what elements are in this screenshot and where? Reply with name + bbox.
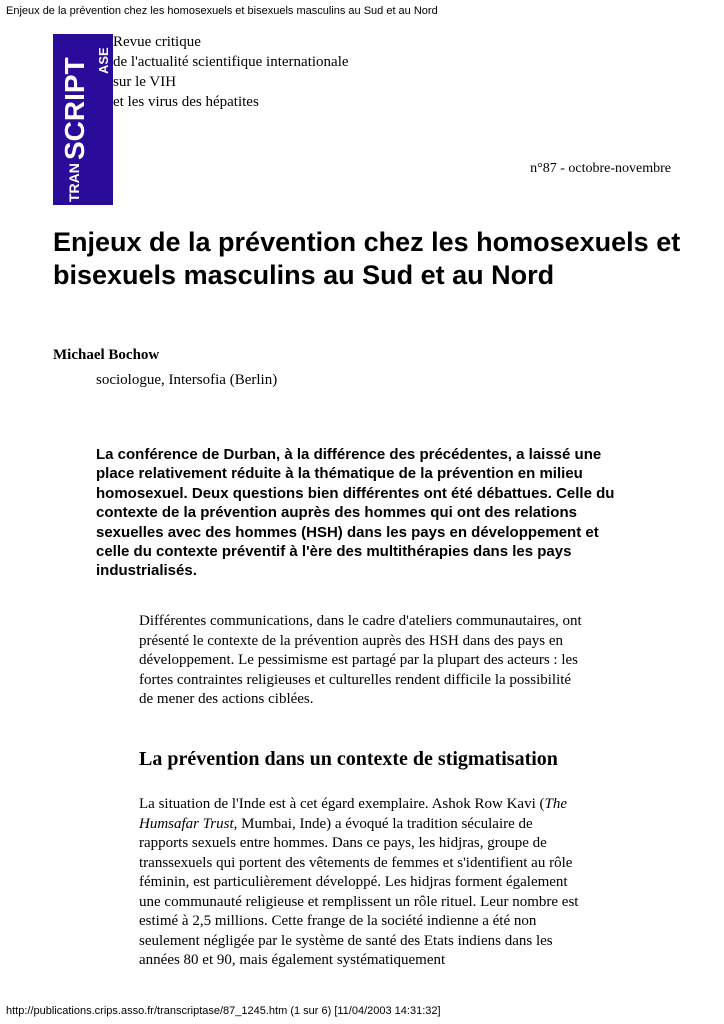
article-title: Enjeux de la prévention chez les homosexuels et bisexuels masculins au Sud et au Nord [53, 227, 681, 290]
logo-graphic [53, 34, 113, 205]
logo-text-tran: TRAN [66, 163, 82, 202]
print-header: Enjeux de la prévention chez les homosexuels et bisexuels masculins au Sud et au Nord [6, 5, 438, 17]
section-paragraph [139, 795, 585, 971]
section-text-before: La situation de l'Inde est à cet égard exemplaire. Ashok Row Kavi ( [139, 796, 545, 812]
masthead-line: et les virus des hépatites [113, 94, 259, 110]
logo-text-script: SCRIPT [59, 57, 90, 160]
author-affiliation: sociologue, Intersofia (Berlin) [96, 372, 278, 388]
intro-paragraph: Différentes communications, dans le cadre d'ateliers communautaires, ont présenté le contexte de la prévention auprès des HSH dans des pays en développement. Le pessimisme est partagé par la plupart des acteurs : les fortes contraintes religieuses et culturelles rendent difficile la possibilité de mener des actions ciblées. [139, 613, 582, 707]
issue-number: n°87 - octobre-novembre [530, 161, 671, 176]
transcriptase-logo [53, 34, 113, 205]
journal-masthead [113, 32, 349, 112]
organisation-name: The Humsafar Trust [139, 796, 567, 832]
masthead-line: de l'actualité scientifique internationale [113, 54, 349, 70]
masthead-line: sur le VIH [113, 74, 177, 90]
section-text-after: , Mumbai, Inde) a évoqué la tradition séculaire de rapports sexuels entre hommes. Dans ce pays, les hidjras, groupe de transsexuels qui portent des vêtements de femmes et s'identifient au rôle féminin, est particulièrement développé. Les hidjras forment également une communauté religieuse et remplissent un rôle rituel. Leur nombre est estimé à 2,5 millions. Cette frange de la société indienne a été non seulement négligée par le système de santé des Etats indiens dans les années 80 et 90, mais également systématiquement [139, 815, 579, 968]
masthead-line: Revue critique [113, 34, 201, 50]
print-footer: http://publications.crips.asso.fr/transcriptase/87_1245.htm (1 sur 6) [11/04/2003 14:31:32] [6, 1005, 441, 1017]
logo-text-ase: ASE [96, 47, 111, 74]
article-author: Michael Bochow [53, 347, 160, 363]
article-abstract: La conférence de Durban, à la différence des précédentes, a laissé une place relativement réduite à la thématique de la prévention en milieu homosexuel. Deux questions bien différentes ont été débattues. Celle du contexte de la prévention auprès des hommes qui ont des relations sexuelles avec des hommes (HSH) dans les pays en développement et celle du contexte préventif à l'ère des multithérapies dans les pays industrialisés. [96, 446, 615, 580]
section-heading: La prévention dans un contexte de stigmatisation [139, 748, 558, 770]
